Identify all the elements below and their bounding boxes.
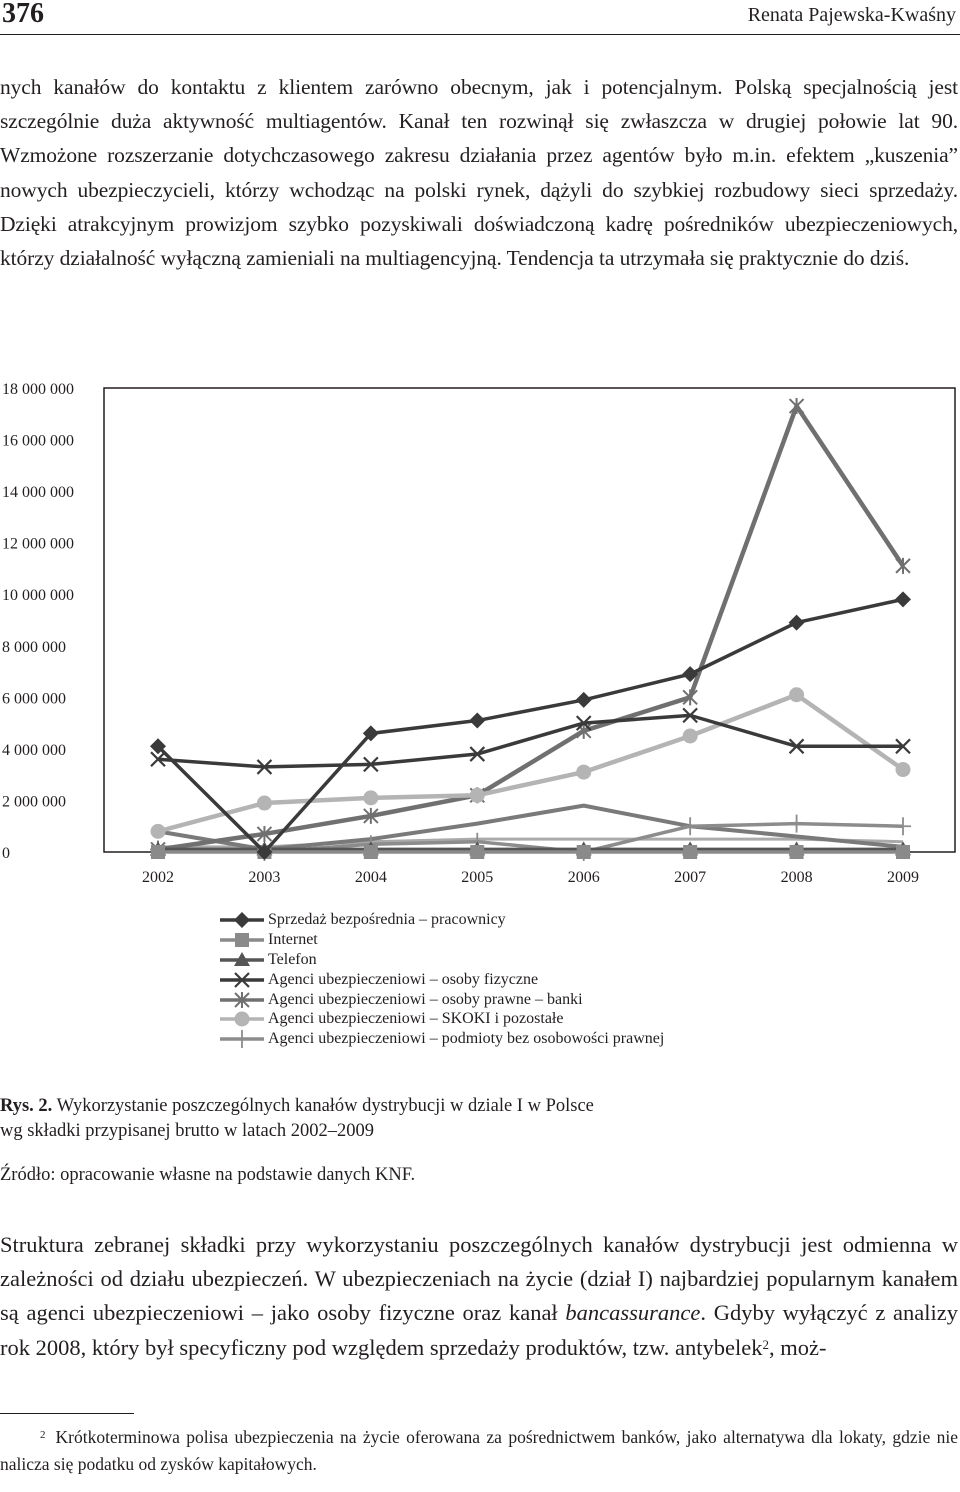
marker-shape: [576, 692, 592, 708]
data-point-square: [790, 845, 804, 859]
y-tick-label: 14 000 000: [2, 484, 74, 502]
caption-line2: wg składki przypisanej brutto w latach 2002–2009: [0, 1121, 375, 1141]
legend-swatch-triangle: [218, 951, 266, 969]
data-point-diamond: [576, 692, 592, 708]
legend-marker: [234, 1030, 250, 1048]
legend-item: [218, 970, 664, 990]
data-point-circle: [151, 824, 166, 839]
marker-shape: [790, 398, 804, 414]
marker-shape: [470, 845, 484, 859]
footnote-text: Krótkoterminowa polisa ubezpieczenia na życie oferowana za pośrednictwem banków, jako alternatywa dla lokaty, gdzie nie nalicza się podatku od zysków kapitałowych.: [0, 1427, 958, 1474]
data-point-circle: [470, 788, 485, 803]
legend-marker: [234, 912, 250, 928]
data-point-diamond: [469, 713, 485, 729]
running-head-author: Renata Pajewska-Kwaśny: [747, 4, 956, 26]
legend-label: Internet: [268, 930, 318, 948]
chart-svg: [0, 370, 960, 900]
x-tick-label: 2005: [461, 869, 494, 886]
y-tick-label: 0: [2, 845, 10, 862]
legend-swatch-star: [218, 991, 266, 1009]
figure-caption: [0, 1094, 958, 1144]
legend-item: [218, 1029, 664, 1049]
y-tick-label: 6 000 000: [2, 690, 66, 708]
data-point-diamond: [895, 591, 911, 607]
y-tick-label: 2 000 000: [2, 793, 66, 811]
marker-shape: [683, 845, 697, 859]
caption-line1: Wykorzystanie poszczególnych kanałów dystrybucji w dziale I w Polsce: [52, 1096, 594, 1116]
data-point-star: [790, 398, 804, 414]
data-point-square: [683, 845, 697, 859]
legend-label: Telefon: [268, 950, 317, 968]
marker-shape: [235, 1012, 250, 1027]
marker-shape: [896, 845, 910, 859]
x-tick-label: 2006: [567, 869, 600, 886]
data-point-plus: [789, 815, 805, 833]
marker-shape: [234, 1030, 250, 1048]
header-rule: [0, 34, 960, 35]
legend-swatch-diamond: [218, 911, 266, 929]
marker-shape: [895, 817, 911, 835]
legend-marker: [235, 1012, 250, 1027]
data-point-circle: [363, 790, 378, 805]
body-paragraph-top: nych kanałów do kontaktu z klientem zarówno obecnym, jak i potencjalnym. Polską specjalnością jest szczególnie duża aktywność multiagentów. Kanał ten rozwinął się zwłaszcza w drugiej połowie lat 90. Wzmożone rozszerzanie dotychczasowego zakresu działania przez agentów było m.in. efektem „kuszenia” nowych ubezpieczycieli, którzy wchodząc na polski rynek, dążyli do szybkiej rozbudowy sieci sprzedaży. Dzięki atrakcyjnym prowizjom szybko pozyskiwali doświadczoną kadrę pośredników ubezpieczeniowych, którzy działalność wyłączną zamieniali na multiagencyjną. Tendencja ta utrzymała się praktycznie do dziś.: [0, 75, 958, 271]
marker-shape: [469, 713, 485, 729]
legend-swatch-plus: [218, 1030, 266, 1048]
data-point-circle: [896, 762, 911, 777]
legend-label: Agenci ubezpieczeniowi – podmioty bez osobowości prawnej: [268, 1030, 665, 1048]
x-tick-label: 2008: [780, 869, 813, 886]
x-tick-label: 2007: [674, 869, 707, 886]
figure-source: Źródło: opracowanie własne na podstawie danych KNF.: [0, 1165, 416, 1185]
marker-shape: [789, 687, 804, 702]
para-italic-term: bancassurance: [565, 1300, 701, 1326]
para-text-1: Struktura zebranej składki przy wykorzystaniu poszczególnych kanałów dystrybucji jest odmienna w zależności od działu ubezpieczeń. W ubezpieczeniach na życie (dział I) najbardziej popularnym kanałem są agenci ubezpieczeniowi – jako osoby fizyczne oraz kanał: [0, 1232, 958, 1326]
data-point-plus: [895, 817, 911, 835]
marker-shape: [363, 790, 378, 805]
data-point-square: [364, 845, 378, 859]
marker-shape: [151, 824, 166, 839]
marker-shape: [151, 845, 165, 859]
line-chart: [0, 370, 960, 900]
body-paragraph-bottom: [0, 1228, 958, 1365]
x-tick-label: 2009: [887, 869, 919, 886]
footnote-mark: 2: [40, 1429, 46, 1441]
marker-shape: [364, 845, 378, 859]
legend-item: [218, 910, 664, 930]
y-tick-label: 18 000 000: [2, 381, 74, 398]
y-tick-label: 10 000 000: [2, 587, 74, 605]
marker-shape: [257, 796, 272, 811]
para-text-3: , moż-: [768, 1334, 827, 1360]
marker-shape: [577, 845, 591, 859]
data-point-circle: [576, 765, 591, 780]
y-tick-label: 8 000 000: [2, 638, 66, 656]
marker-shape: [896, 558, 910, 574]
legend-item: [218, 930, 664, 950]
legend-label: Agenci ubezpieczeniowi – SKOKI i pozostałe: [268, 1010, 564, 1028]
data-point-square: [896, 845, 910, 859]
y-tick-label: 16 000 000: [2, 432, 74, 450]
data-point-diamond: [789, 615, 805, 631]
data-point-plus: [682, 817, 698, 835]
legend-item: [218, 990, 664, 1010]
data-point-square: [470, 845, 484, 859]
footnote-rule: [0, 1413, 134, 1414]
legend-label: Agenci ubezpieczeniowi – osoby fizyczne: [268, 970, 539, 988]
marker-shape: [576, 765, 591, 780]
legend-label: Sprzedaż bezpośrednia – pracownicy: [268, 911, 506, 928]
legend-swatch-square: [218, 931, 266, 949]
legend-item: [218, 950, 664, 970]
marker-shape: [789, 815, 805, 833]
marker-shape: [790, 845, 804, 859]
y-tick-label: 4 000 000: [2, 741, 66, 759]
data-point-square: [151, 845, 165, 859]
x-tick-label: 2002: [142, 869, 174, 886]
chart-legend: [218, 910, 664, 1049]
marker-shape: [683, 729, 698, 744]
data-point-circle: [257, 796, 272, 811]
data-point-circle: [683, 729, 698, 744]
marker-shape: [682, 817, 698, 835]
marker-shape: [789, 615, 805, 631]
legend-marker: [235, 933, 249, 947]
legend-item: [218, 1009, 664, 1029]
para-text-2: . Gdyby wyłączyć z analizy rok 2008, który był specyficzny pod względem sprzedaży produktów, tzw. antybelek: [0, 1300, 959, 1360]
footnote-reference[interactable]: 2: [762, 1336, 769, 1352]
data-point-star: [896, 558, 910, 574]
legend-swatch-x: [218, 971, 266, 989]
legend-swatch-circle: [218, 1010, 266, 1028]
marker-shape: [896, 762, 911, 777]
marker-shape: [235, 933, 249, 947]
footnote: [0, 1424, 958, 1478]
y-tick-label: 12 000 000: [2, 535, 74, 553]
marker-shape: [470, 788, 485, 803]
marker-shape: [234, 912, 250, 928]
marker-shape: [895, 591, 911, 607]
legend-label: Agenci ubezpieczeniowi – osoby prawne – banki: [268, 990, 583, 1008]
data-point-circle: [789, 687, 804, 702]
page-header: [0, 0, 960, 36]
data-point-square: [577, 845, 591, 859]
caption-label: Rys. 2.: [0, 1096, 53, 1116]
x-tick-label: 2003: [248, 869, 281, 886]
x-tick-label: 2004: [354, 869, 387, 886]
page-number: 376: [2, 0, 44, 29]
